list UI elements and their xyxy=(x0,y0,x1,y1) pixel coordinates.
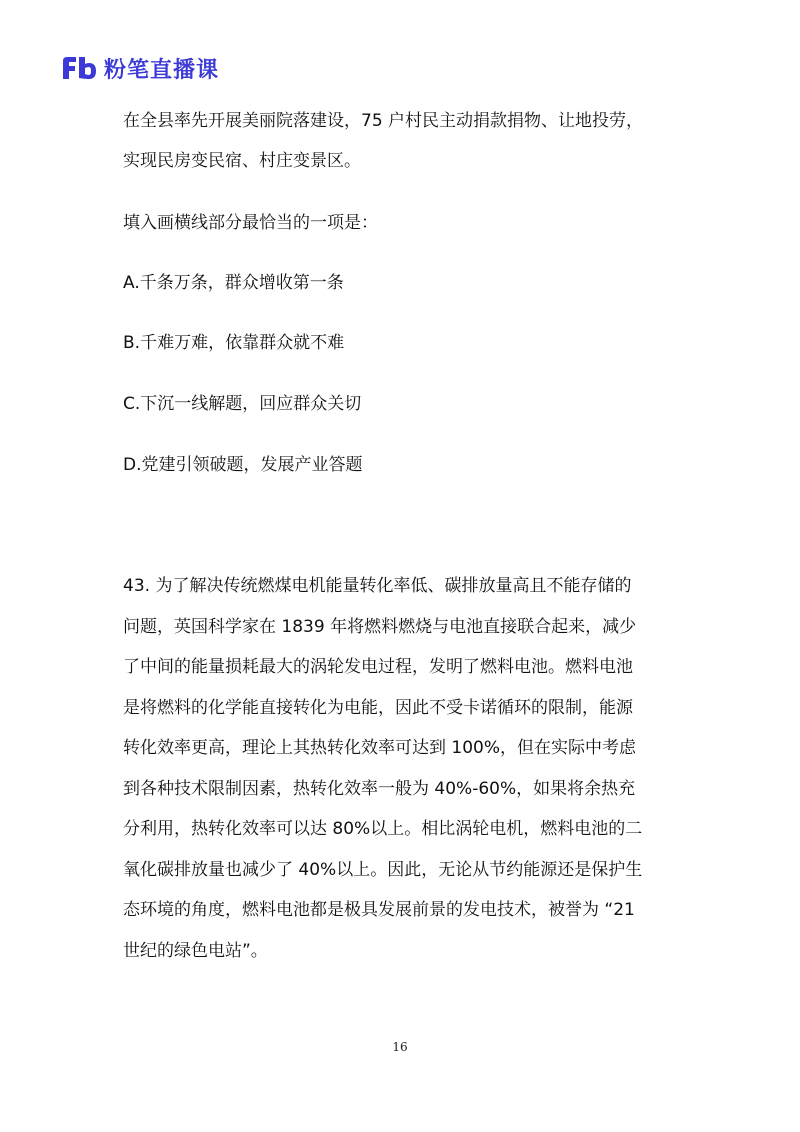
question-prompt: 填入画横线部分最恰当的一项是： xyxy=(123,213,378,233)
option-b: B.千难万难，依靠群众就不难 xyxy=(123,333,345,353)
header xyxy=(60,50,219,86)
question-43-line: 态环境的角度，燃料电池都是极具发展前景的发电技术，被誉为 “21 xyxy=(123,900,635,920)
page-number: 16 xyxy=(392,1040,408,1054)
fb-logo-icon xyxy=(60,53,98,83)
question-43-line: 是将燃料的化学能直接转化为电能，因此不受卡诺循环的限制，能源 xyxy=(123,698,633,718)
question-43-line: 了中间的能量损耗最大的涡轮发电过程，发明了燃料电池。燃料电池 xyxy=(123,657,633,677)
question-43-line: 转化效率更高，理论上其热转化效率可达到 100%，但在实际中考虑 xyxy=(123,738,637,758)
question-43-line: 分利用，热转化效率可以达 80%以上。相比涡轮电机，燃料电池的二 xyxy=(123,819,643,839)
question-43-line: 世纪的绿色电站”。 xyxy=(123,941,268,961)
passage-line: 实现民房变民宿、村庄变景区。 xyxy=(123,151,361,171)
question-43-line: 问题，英国科学家在 1839 年将燃料燃烧与电池直接联合起来，减少 xyxy=(123,617,637,637)
brand-title: 粉笔直播课 xyxy=(104,57,220,83)
passage-line: 在全县率先开展美丽院落建设，75 户村民主动捐款捐物、让地投劳， xyxy=(123,111,644,131)
option-d: D.党建引领破题，发展产业答题 xyxy=(123,455,363,475)
question-43-line: 43. 为了解决传统燃煤电机能量转化率低、碳排放量高且不能存储的 xyxy=(123,576,632,596)
question-43-line: 到各种技术限制因素，热转化效率一般为 40%-60%，如果将余热充 xyxy=(123,779,636,799)
question-43-line: 氧化碳排放量也减少了 40%以上。因此，无论从节约能源还是保护生 xyxy=(123,860,643,880)
option-a: A.千条万条，群众增收第一条 xyxy=(123,273,344,293)
option-c: C.下沉一线解题，回应群众关切 xyxy=(123,394,362,414)
